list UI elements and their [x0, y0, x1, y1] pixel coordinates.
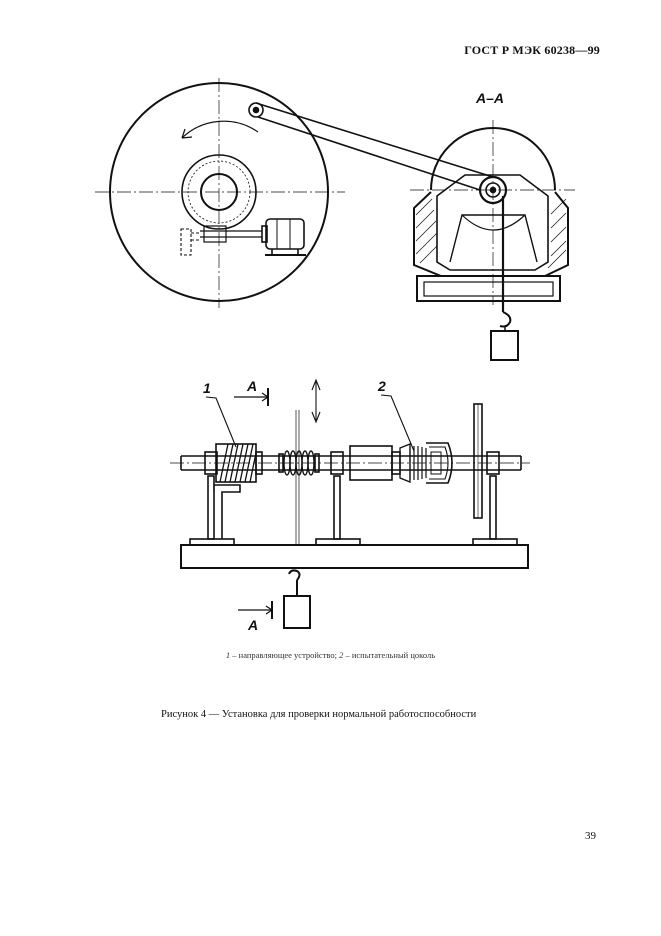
assembly-side-view: [170, 380, 530, 628]
callout-1: 1: [203, 380, 211, 396]
section-marker-bottom: А: [248, 617, 259, 633]
disc-front-view: [95, 78, 345, 308]
callout-2: 2: [378, 378, 386, 394]
section-label-a-a: А–А: [476, 90, 505, 106]
section-a-a-view: [410, 120, 575, 360]
document-header: ГОСТ Р МЭК 60238—99: [464, 43, 600, 57]
page-number: 39: [585, 830, 596, 842]
figure-caption: Рисунок 4 — Установка для проверки нормальной работоспособности: [161, 709, 477, 720]
section-marker-top: А: [247, 378, 258, 394]
figure-legend: 1 – направляющее устройство; 2 – испытательный цоколь: [225, 650, 436, 660]
